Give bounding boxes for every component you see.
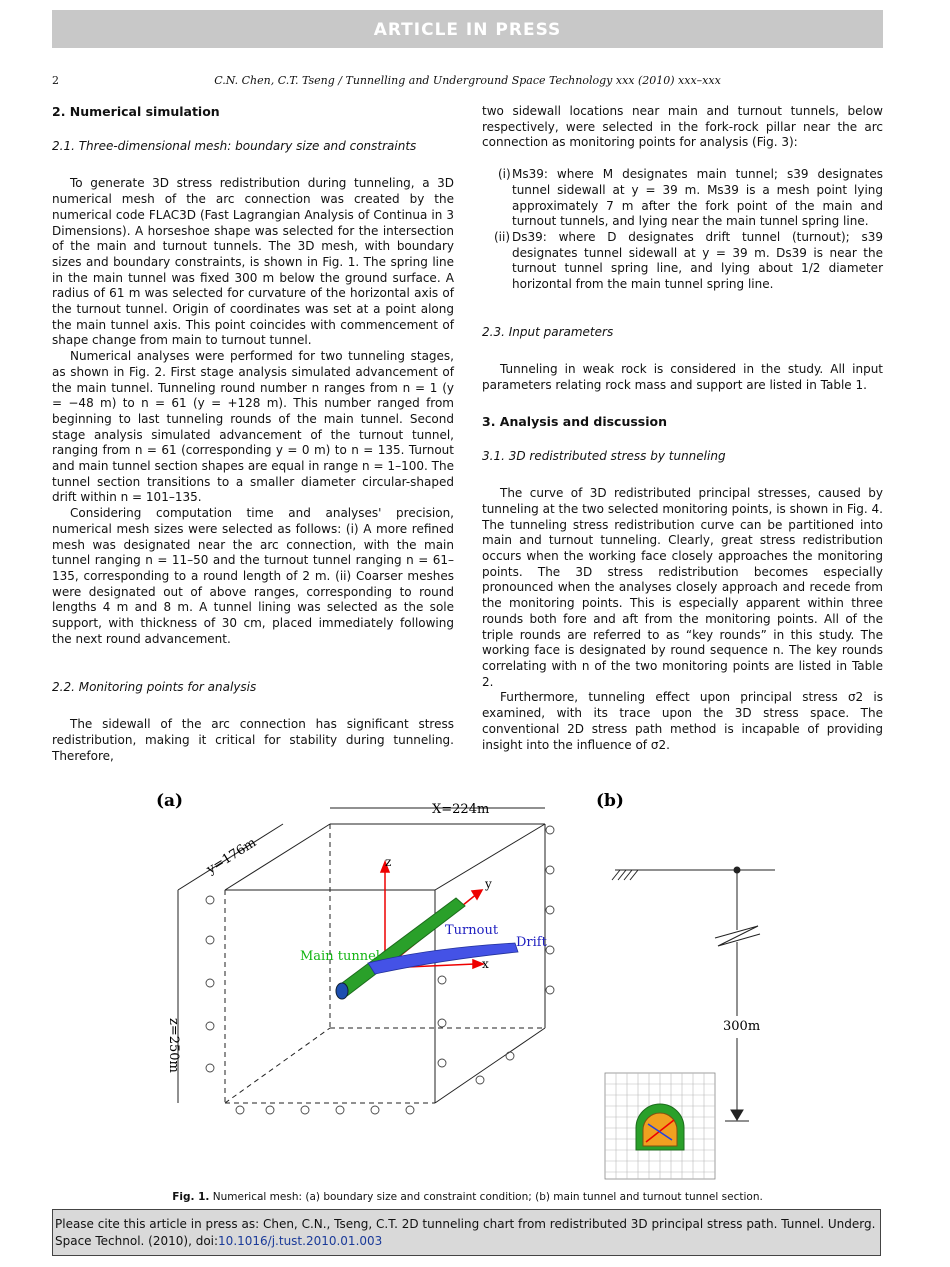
roller-supports-bottom <box>236 1052 514 1114</box>
drift-label: Drift <box>516 935 547 950</box>
section-3-title: 3. Analysis and discussion <box>482 413 668 429</box>
section-2-2-title: 2.2. Monitoring points for analysis <box>52 679 257 694</box>
monitoring-list <box>482 167 883 293</box>
paragraph-input: Tunneling in weak rock is considered in the study. All input parameters relating rock mass and support are listed in Table 1. <box>482 362 883 393</box>
panel-a-label: (a) <box>156 791 184 811</box>
doi-link[interactable]: 10.1016/j.tust.2010.01.003 <box>218 1234 383 1248</box>
dim-y-label: y=176m <box>204 835 260 878</box>
section-2-1-title: 2.1. Three-dimensional mesh: boundary size and constraints <box>52 138 417 153</box>
journal-line: C.N. Chen, C.T. Tseng / Tunnelling and Underground Space Technology xxx (2010) xxx–xxx <box>214 74 721 87</box>
page-number: 2 <box>52 74 59 87</box>
roller-supports-left <box>206 896 214 1072</box>
section-3-1-title: 3.1. 3D redistributed stress by tunneling <box>482 448 726 463</box>
section-2-title: 2. Numerical simulation <box>52 104 220 119</box>
tunnel-section-mesh <box>605 1073 715 1179</box>
turnout-label: Turnout <box>445 923 499 938</box>
figure-caption <box>52 1191 883 1203</box>
paragraph-stages: Numerical analyses were performed for two tunneling stages, as shown in Fig. 2. First stage analysis simulated advancement of the main tunnel. Tunneling round number n ranges from n = 1 (y = −48 m) to n = 61 (y = +128 m). This number ranged from beginning to last tunneling rounds of the main tunnel. Second stage analysis simulated advancement of the turnout tunnel, ranging from n = 61 (corresponding y = 0 m) to n = 135. Turnout and main tunnel section shapes are equal in range n = 1–100. The tunnel section transitions to a smaller diameter circular-shaped drift within n = 101–135. <box>52 349 454 505</box>
left-column <box>52 104 454 764</box>
dim-z-label: z=250m <box>166 1018 181 1073</box>
list-item: (ii) Ds39: where D designates drift tunnel (turnout); s39 designates tunnel sidewall at y = 39 m. Ds39 is near the turnout tunnel spring line, and lying about 1/2 diameter horizontal from the main tunnel spring line. <box>494 229 883 292</box>
main-tunnel-label: Main tunnel <box>300 949 380 964</box>
paragraph-stress-curve: The curve of 3D redistributed principal stresses, caused by tunneling at the two selected monitoring points, is shown in Fig. 4. The tunneling stress redistribution curve can be partitioned into main and turnout tunneling. Clearly, great stress redistribution occurs when the working face closely approaches the monitoring points. The 3D stress redistribution becomes especially pronounced when the analyses closely approach and recede from the monitoring points. This is especially apparent within three rounds both fore and aft from the monitoring points. All of the triple rounds are referred to as “key rounds” in this study. The working face is designated by round sequence n. The key rounds correlating with n of the two monitoring points are listed in Table 2. <box>482 486 883 689</box>
caption-text: Numerical mesh: (a) boundary size and constraint condition; (b) main tunnel and turnout tunnel section. <box>212 1191 763 1203</box>
paragraph-mesh: To generate 3D stress redistribution during tunneling, a 3D numerical mesh of the arc connection was created by the numerical code FLAC3D (Fast Lagrangian Analysis of Continua in 3 Dimensions). A horseshoe shape was selected for the intersection of the main and turnout tunnels. The 3D mesh, with boundary sizes and boundary constraints, is shown in Fig. 1. The spring line in the main tunnel was fixed 300 m below the ground surface. A radius of 61 m was selected for curvature of the horizontal axis of the turnout tunnel. Origin of coordinates was set at a point along the main tunnel axis. This point coincides with commencement of shape change from main to turnout tunnel. <box>52 176 454 348</box>
dim-x-label: X=224m <box>432 802 490 817</box>
panel-b-label: (b) <box>596 791 624 811</box>
axis-y-label: y <box>485 877 492 891</box>
right-column <box>482 104 883 753</box>
caption-label: Fig. 1. <box>172 1191 210 1203</box>
figure-1 <box>140 788 800 1188</box>
list-item: (i) Ms39: where M designates main tunnel; s39 designates tunnel sidewall at y = 39 m. Ms39 is a mesh point lying approximately 7 m after the fork point of the main and turnout tunnels, and lying near the main tunnel spring line. <box>498 167 883 229</box>
section-2-3-title: 2.3. Input parameters <box>482 324 614 339</box>
paragraph-sigma2: Furthermore, tunneling effect upon principal stress σ2 is examined, with its trace upon the 3D stress space. The conventional 2D stress path method is incapable of providing insight into the influence of σ2. <box>482 690 883 752</box>
paragraph-monitoring: two sidewall locations near main and turnout tunnels, below respectively, were selected in the fork-rock pillar near the arc connection as monitoring points for analysis (Fig. 3): <box>482 104 883 150</box>
citation-box <box>52 1209 881 1256</box>
axis-z-label: z <box>385 855 392 869</box>
paragraph-mesh-sizes: Considering computation time and analyses' precision, numerical mesh sizes were selected as follows: (i) A more refined mesh was designated near the arc connection, with the main tunnel ranging n = 11–50 and the turnout tunnel ranging n = 61–135, corresponding to a round length of 2 m. (ii) Coarser meshes were designated out of above ranges, corresponding to round lengths 4 m and 8 m. A tunnel lining was selected as the sole support, with thickness of 30 cm, placed immediately following the next round advancement. <box>52 506 454 646</box>
axis-x-label: x <box>482 957 489 971</box>
citation-text: Please cite this article in press as: Chen, C.N., Tseng, C.T. 2D tunneling chart from redistributed 3D principal stress path. Tunnel. Underg. Space Technol. (2010), doi: <box>55 1217 876 1248</box>
article-in-press-banner: ARTICLE IN PRESS <box>52 10 883 48</box>
paragraph-sidewall: The sidewall of the arc connection has significant stress redistribution, making it critical for stability during tunneling. Therefore, <box>52 717 454 763</box>
depth-label: 300m <box>723 1019 761 1034</box>
